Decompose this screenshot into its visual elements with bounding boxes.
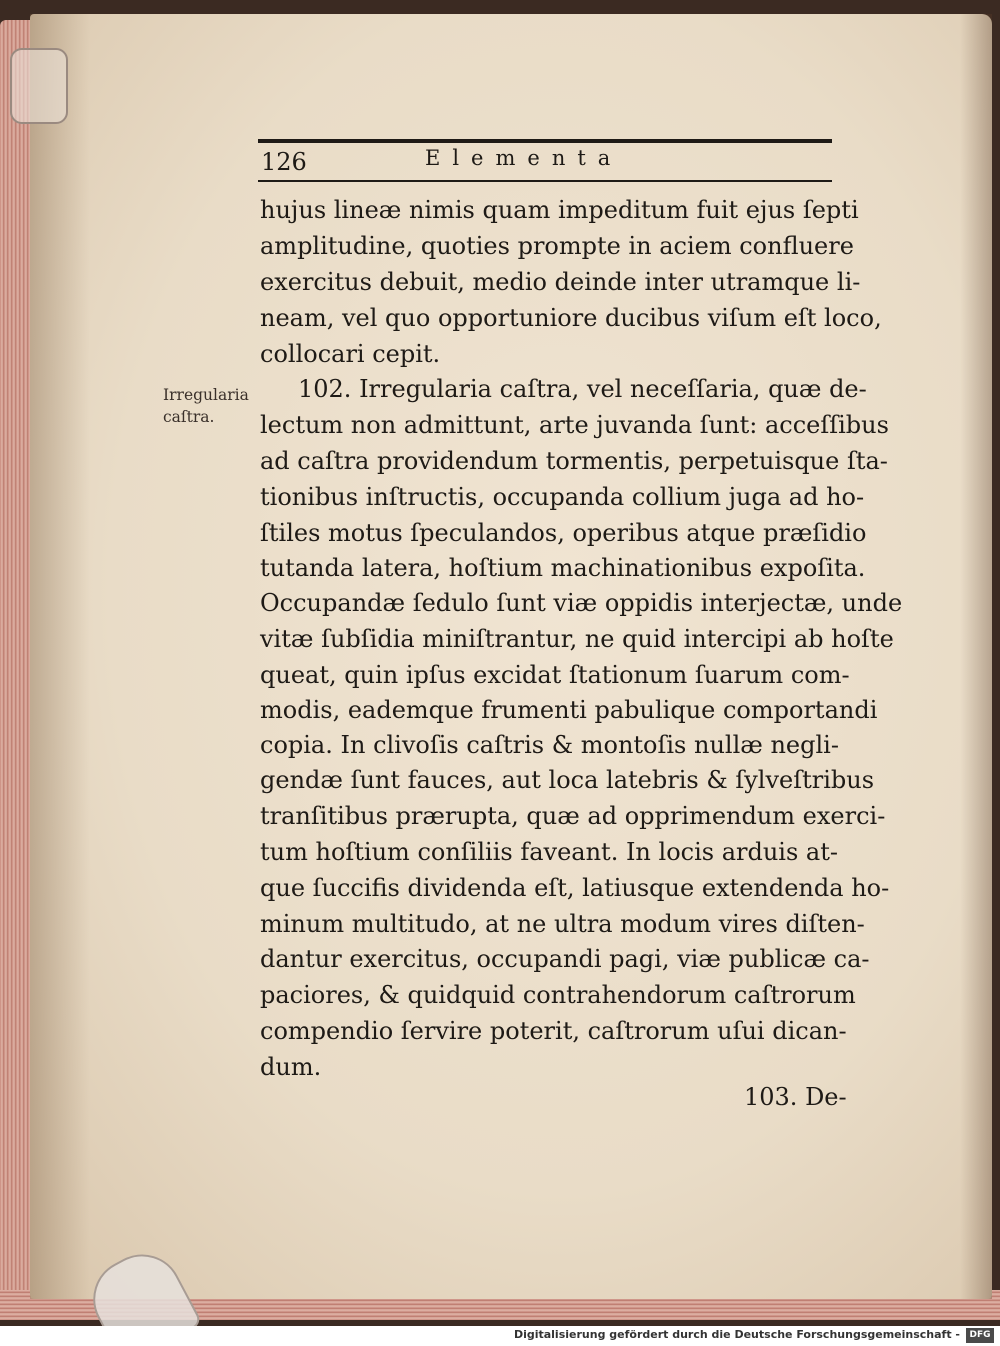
body-line-7: lectum non admittunt, arte juvanda ſunt: acceſſibus bbox=[260, 411, 889, 439]
body-line-25: dum. bbox=[260, 1053, 322, 1081]
body-line-1: hujus lineæ nimis quam impeditum fuit ejus ſepti bbox=[260, 196, 859, 224]
body-line-14: queat, quin ipſus excidat ſtationum ſuarum com- bbox=[260, 661, 850, 689]
page-number: 126 bbox=[261, 148, 307, 176]
funding-credit: Digitalisierung gefördert durch die Deutsche Forschungsgemeinschaft - bbox=[513, 1328, 960, 1341]
body-line-19: tum hoſtium conſiliis faveant. In locis arduis at- bbox=[260, 838, 838, 866]
body-line-6: 102. Irregularia caſtra, vel neceſſaria, quæ de- bbox=[298, 375, 867, 403]
body-line-15: modis, eademque frumenti pabulique comportandi bbox=[260, 696, 878, 724]
header-rule-top bbox=[258, 139, 832, 143]
catchword: 103. De- bbox=[744, 1083, 847, 1111]
body-line-22: dantur exercitus, occupandi pagi, viæ publicæ ca- bbox=[260, 945, 870, 973]
body-line-10: ſtiles motus ſpeculandos, operibus atque præſidio bbox=[260, 519, 867, 547]
margin-note-line-2: caſtra. bbox=[163, 408, 215, 426]
header-rule-bottom bbox=[258, 180, 832, 182]
page-edge-shadow bbox=[960, 14, 992, 1299]
body-line-24: compendio ſervire poterit, caſtrorum uſui dican- bbox=[260, 1017, 847, 1045]
margin-note-line-1: Irregularia bbox=[163, 386, 249, 404]
body-line-5: collocari cepit. bbox=[260, 340, 441, 368]
body-line-12: Occupandæ ſedulo ſunt viæ oppidis interjectæ, unde bbox=[260, 589, 903, 617]
body-line-20: que ſuccifis dividenda eſt, latiusque extendenda ho- bbox=[260, 874, 890, 902]
body-line-8: ad caſtra providendum tormentis, perpetuisque ſta- bbox=[260, 447, 888, 475]
body-line-16: copia. In clivoſis caſtris & montoſis nullæ negli- bbox=[260, 731, 839, 759]
body-line-9: tionibus inſtructis, occupanda collium juga ad ho- bbox=[260, 483, 865, 511]
body-line-2: amplitudine, quoties prompte in aciem confluere bbox=[260, 232, 854, 260]
body-line-18: tranſitibus prærupta, quæ ad opprimendum exerci- bbox=[260, 802, 886, 830]
page-edges-left bbox=[0, 20, 34, 1320]
body-line-21: minum multitudo, at ne ultra modum vires diſten- bbox=[260, 910, 865, 938]
body-line-4: neam, vel quo opportuniore ducibus viſum eſt loco, bbox=[260, 304, 882, 332]
body-line-11: tutanda latera, hoſtium machinationibus expoſita. bbox=[260, 554, 866, 582]
page-clip-top bbox=[10, 48, 68, 124]
digitization-footer bbox=[0, 1326, 1000, 1346]
body-line-13: vitæ ſubſidia miniſtrantur, ne quid intercipi ab hoſte bbox=[260, 625, 894, 653]
body-line-17: gendæ ſunt fauces, aut loca latebris & ſylveſtribus bbox=[260, 766, 875, 794]
gutter-shadow bbox=[30, 14, 90, 1299]
body-line-23: paciores, & quidquid contrahendorum caſtrorum bbox=[260, 981, 856, 1009]
dfg-logo-icon: DFG bbox=[966, 1328, 994, 1343]
running-title: Elementa bbox=[425, 146, 623, 170]
body-line-3: exercitus debuit, medio deinde inter utramque li- bbox=[260, 268, 861, 296]
